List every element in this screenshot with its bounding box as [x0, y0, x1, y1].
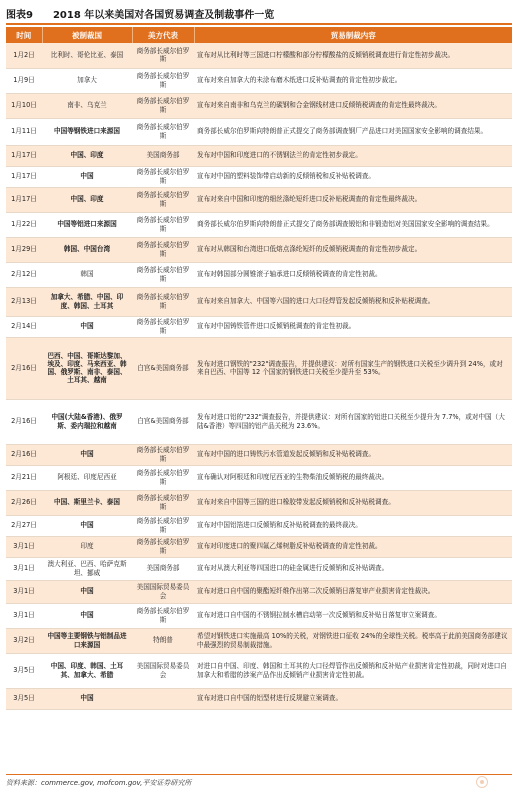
- table-header-row: [6, 27, 512, 43]
- cell-date: 3月1日: [6, 536, 42, 557]
- table-row: [6, 536, 512, 557]
- cell-date: 1月11日: [6, 118, 42, 145]
- cell-dept: 商务部长威尔伯罗斯: [132, 465, 194, 490]
- table-row: [6, 628, 512, 653]
- cell-date: 3月5日: [6, 688, 42, 709]
- table-row: [6, 68, 512, 93]
- cell-dept: 美国商务部: [132, 557, 194, 580]
- cell-target: 比利时、哥伦比亚、泰国: [42, 43, 132, 68]
- sanctions-table: [6, 27, 512, 710]
- cell-date: 1月22日: [6, 212, 42, 237]
- cell-dept: 商务部长威尔伯罗斯: [132, 166, 194, 187]
- cell-target: 中国、印度、韩国、土耳其、加拿大、希腊: [42, 653, 132, 688]
- cell-target: 中国、印度: [42, 145, 132, 166]
- table-row: [6, 688, 512, 709]
- title-rule: [6, 23, 512, 25]
- cell-content: 宣布对进口自中国的铝型材进行反规避立案调查。: [194, 688, 512, 709]
- header-target: 被制裁国: [42, 27, 132, 43]
- cell-date: 3月5日: [6, 653, 42, 688]
- cell-content: 宣布对进口自中国的聚酯短纤维作出第二次反倾销日落复审产业损害肯定性裁决。: [194, 580, 512, 603]
- cell-content: 宣布对来自加拿大、中国等六国的进口大口径焊管发起反倾销税和反补贴税调查。: [194, 287, 512, 316]
- table-row: [6, 212, 512, 237]
- header-date: 时间: [6, 27, 42, 43]
- cell-target: 南非、乌克兰: [42, 93, 132, 118]
- figure-caption: 2018 年以来美国对各国贸易调查及制裁事件一览: [52, 9, 275, 21]
- cell-content: 宣布对中国的进口铸铁污水管道发起反倾销和反补贴税调查。: [194, 444, 512, 465]
- cell-dept: 商务部长威尔伯罗斯: [132, 515, 194, 536]
- cell-target: 中国: [42, 603, 132, 628]
- cell-target: 澳大利亚、巴西、哈萨克斯坦、挪威: [42, 557, 132, 580]
- cell-content: 宣布对印度进口的聚四氟乙烯树脂反补贴税调查的肯定性初裁。: [194, 536, 512, 557]
- table-row: [6, 287, 512, 316]
- cell-dept: 白宫&美国商务部: [132, 399, 194, 444]
- cell-content: 商务部长威尔伯罗斯向特朗普正式提交了商务部调查钢厂产品进口对美国国家安全影响的调查结果。: [194, 118, 512, 145]
- header-content: 贸易制裁内容: [194, 27, 512, 43]
- cell-target: 中国: [42, 444, 132, 465]
- cell-dept: 美国商务部: [132, 145, 194, 166]
- cell-target: 阿根廷、印度尼西亚: [42, 465, 132, 490]
- cell-content: 宣布对中国铸铁管件进口反倾销税调查的肯定性初裁。: [194, 316, 512, 337]
- cell-date: 3月2日: [6, 628, 42, 653]
- cell-content: 发布对进口钢铁的"232"调查报告，并提供建议：对所有国家生产的钢铁进口关税至少调升到 24%，或对来自巴西、中国等 12 个国家的钢铁进口关税至少提升至 53%。: [194, 337, 512, 399]
- cell-date: 2月12日: [6, 262, 42, 287]
- cell-dept: 商务部长威尔伯罗斯: [132, 603, 194, 628]
- cell-dept: 商务部长威尔伯罗斯: [132, 237, 194, 262]
- table-row: [6, 118, 512, 145]
- cell-target: 韩国: [42, 262, 132, 287]
- table-row: [6, 43, 512, 68]
- cell-content: 宣布对中国铝箔进口反倾销和反补贴税调查的最终裁决。: [194, 515, 512, 536]
- cell-date: 3月1日: [6, 603, 42, 628]
- table-row: [6, 93, 512, 118]
- bottom-rule: [6, 774, 512, 775]
- table-row: [6, 145, 512, 166]
- cell-date: 1月17日: [6, 145, 42, 166]
- cell-dept: 商务部长威尔伯罗斯: [132, 187, 194, 212]
- header-dept: 美方代表: [132, 27, 194, 43]
- cell-dept: 商务部长威尔伯罗斯: [132, 444, 194, 465]
- cell-dept: 特朗普: [132, 628, 194, 653]
- cell-target: 中国: [42, 580, 132, 603]
- source-note: 资料来源：commerce.gov, mofcom.gov,平安证券研究所: [6, 779, 192, 787]
- cell-target: 中国等主要钢铁与铝制品进口来源国: [42, 628, 132, 653]
- cell-target: 巴西、中国、哥斯达黎加、埃及、印度、马来西亚、韩国、俄罗斯、南非、泰国、土耳其、越南: [42, 337, 132, 399]
- cell-date: 3月1日: [6, 580, 42, 603]
- table-row: [6, 399, 512, 444]
- cell-target: 中国、印度: [42, 187, 132, 212]
- cell-date: 1月17日: [6, 166, 42, 187]
- cell-date: 2月27日: [6, 515, 42, 536]
- cell-target: 中国: [42, 316, 132, 337]
- table-row: [6, 465, 512, 490]
- cell-date: 2月13日: [6, 287, 42, 316]
- cell-content: 发布对中国和印度进口的不锈钢法兰的肯定性初步裁定。: [194, 145, 512, 166]
- cell-content: 宣布对从澳大利亚等四国进口的硅金属进行反倾销和反补贴调查。: [194, 557, 512, 580]
- table-row: [6, 237, 512, 262]
- cell-dept: [132, 688, 194, 709]
- cell-content: 发布对进口铝的"232"调查报告，并提供建议：对所有国家的铝进口关税至少提升为 7.7%，或对中国（大陆&香港）等四国的铝产品关税为 23.6%。: [194, 399, 512, 444]
- cell-content: 宣布对从比利时等三国进口柠檬酸和部分柠檬酸盐的反倾销税调查进行肯定性初步裁决。: [194, 43, 512, 68]
- cell-target: 加拿大、希腊、中国、印度、韩国、土耳其: [42, 287, 132, 316]
- cell-content: 商务部长威尔伯罗斯向特朗普正式提交了商务部调查锻铝和非锻造铝对美国国家安全影响的调查结果。: [194, 212, 512, 237]
- table-row: [6, 444, 512, 465]
- cell-dept: 商务部长威尔伯罗斯: [132, 316, 194, 337]
- cell-content: 宣布对来自加拿大的未涂布磨木纸进口反补贴调查的肯定性初步裁定。: [194, 68, 512, 93]
- cell-content: 宣布对中国的塑料装饰带启动新的反倾销税和反补贴税调查。: [194, 166, 512, 187]
- cell-content: 宣布确认对阿根廷和印度尼西亚的生物柴油反倾销税的最终裁决。: [194, 465, 512, 490]
- cell-date: 2月16日: [6, 399, 42, 444]
- table-row: [6, 515, 512, 536]
- cell-content: 宣布对来自中国等三国的进口橡胶带发起反倾销税和反补贴税调查。: [194, 490, 512, 515]
- cell-dept: 美国国际贸易委员会: [132, 653, 194, 688]
- cell-content: 宣布对来自中国和印度的细丝涤纶短纤进口反补贴税调查的肯定性最终裁决。: [194, 187, 512, 212]
- cell-target: 中国: [42, 688, 132, 709]
- cell-target: 韩国、中国台湾: [42, 237, 132, 262]
- table-row: [6, 262, 512, 287]
- table-row: [6, 187, 512, 212]
- cell-date: 2月26日: [6, 490, 42, 515]
- cell-content: 宣布对进口自中国的不锈钢拉制水槽启动第一次反倾销和反补贴日落复审立案调查。: [194, 603, 512, 628]
- figure-number: 图表9: [6, 9, 33, 21]
- cell-target: 印度: [42, 536, 132, 557]
- cell-target: 加拿大: [42, 68, 132, 93]
- cell-content: 宣布对从韩国和台湾进口低熔点涤纶短纤的反倾销税调查的肯定性初步裁定。: [194, 237, 512, 262]
- cell-date: 2月16日: [6, 337, 42, 399]
- watermark-icon: [476, 776, 488, 788]
- cell-content: 宣布对来自南非和乌克兰的碳钢和合金钢线材进口反倾销税调查的肯定性最终裁决。: [194, 93, 512, 118]
- table-row: [6, 580, 512, 603]
- cell-date: 2月16日: [6, 444, 42, 465]
- cell-dept: 商务部长威尔伯罗斯: [132, 68, 194, 93]
- cell-dept: 商务部长威尔伯罗斯: [132, 262, 194, 287]
- cell-date: 3月1日: [6, 557, 42, 580]
- cell-date: 2月14日: [6, 316, 42, 337]
- cell-date: 1月17日: [6, 187, 42, 212]
- cell-dept: 美国国际贸易委员会: [132, 580, 194, 603]
- cell-dept: 商务部长威尔伯罗斯: [132, 93, 194, 118]
- cell-target: 中国: [42, 166, 132, 187]
- cell-dept: 白宫&美国商务部: [132, 337, 194, 399]
- cell-dept: 商务部长威尔伯罗斯: [132, 490, 194, 515]
- cell-dept: 商务部长威尔伯罗斯: [132, 212, 194, 237]
- cell-target: 中国、斯里兰卡、泰国: [42, 490, 132, 515]
- cell-date: 1月9日: [6, 68, 42, 93]
- table-row: [6, 337, 512, 399]
- table-row: [6, 490, 512, 515]
- table-row: [6, 557, 512, 580]
- cell-date: 1月2日: [6, 43, 42, 68]
- cell-dept: 商务部长威尔伯罗斯: [132, 287, 194, 316]
- cell-content: 希望对钢铁进口实施最高 10%的关税，对钢铁进口征收 24%的全球性关税。税率高于此前美国商务部建议中最强烈的贸易制裁措施。: [194, 628, 512, 653]
- cell-target: 中国(大陆&香港)、俄罗斯、委内瑞拉和越南: [42, 399, 132, 444]
- cell-content: 宣布对韩国部分圆锥滚子轴承进口反倾销税调查的肯定性初裁。: [194, 262, 512, 287]
- figure-title: [6, 4, 512, 22]
- cell-date: 1月29日: [6, 237, 42, 262]
- table-row: [6, 166, 512, 187]
- cell-target: 中国: [42, 515, 132, 536]
- table-row: [6, 603, 512, 628]
- table-row: [6, 316, 512, 337]
- table-body: [6, 43, 512, 709]
- cell-dept: 商务部长威尔伯罗斯: [132, 118, 194, 145]
- cell-target: 中国等铝进口来源国: [42, 212, 132, 237]
- cell-date: 1月10日: [6, 93, 42, 118]
- table-row: [6, 653, 512, 688]
- cell-content: 对进口自中国、印度、韩国和土耳其的大口径焊管作出反倾销和反补贴产业损害肯定性初裁，同时对进口自加拿大和希腊的涉案产品作出反倾销产业损害肯定性初裁。: [194, 653, 512, 688]
- cell-dept: 商务部长威尔伯罗斯: [132, 43, 194, 68]
- cell-date: 2月21日: [6, 465, 42, 490]
- cell-target: 中国等钢铁进口来源国: [42, 118, 132, 145]
- cell-dept: 商务部长威尔伯罗斯: [132, 536, 194, 557]
